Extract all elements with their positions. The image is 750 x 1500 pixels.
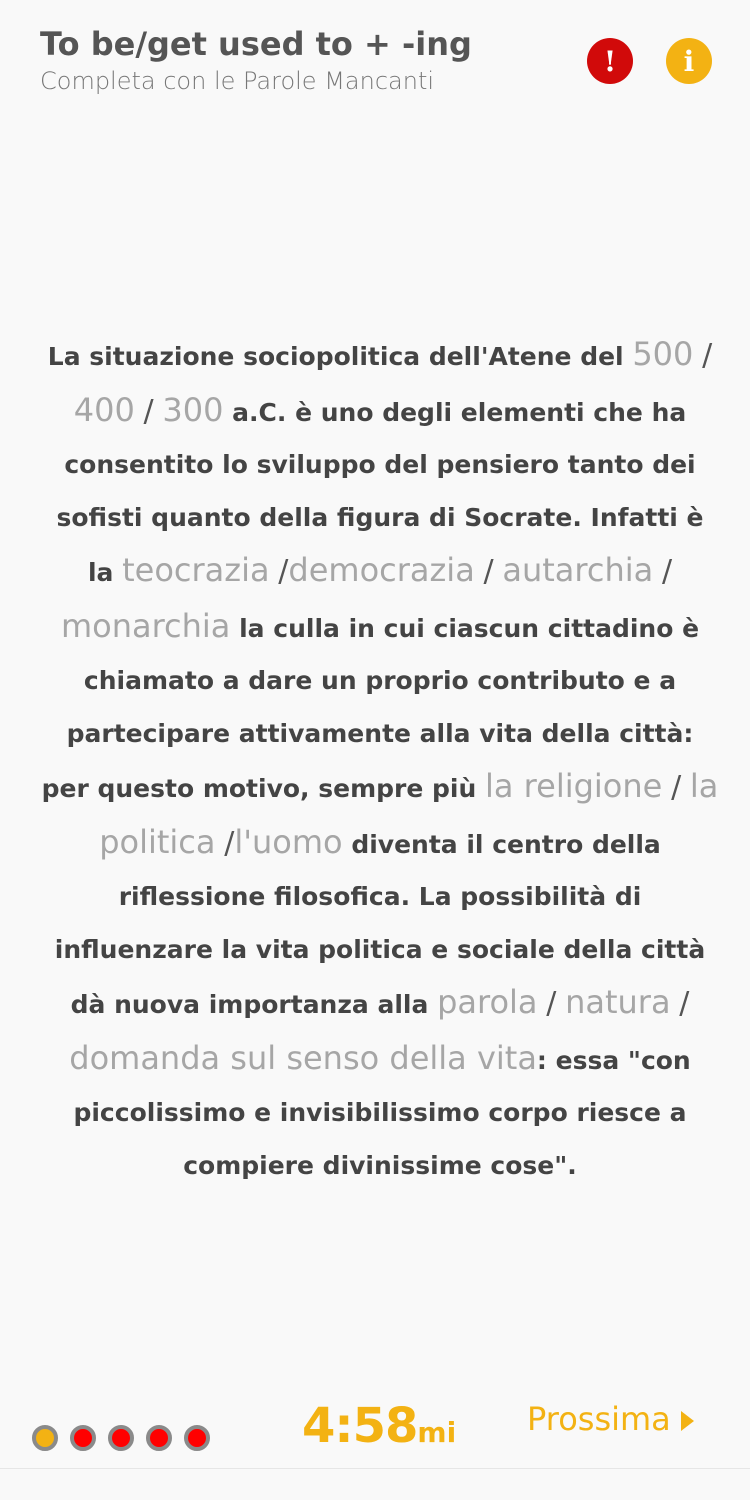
option-democrazia[interactable]: democrazia (288, 551, 475, 589)
option-autarchia[interactable]: autarchia (502, 551, 654, 589)
passage-text-3: la culla in cui ciascun cittadino è chiamato a dare un proprio contributo e a partecipare attivamente alla vita della città: per questo motivo, sempre più (41, 613, 700, 803)
play-icon (681, 1411, 694, 1431)
exclamation-icon[interactable] (587, 38, 633, 84)
option-parola[interactable]: parola (437, 983, 538, 1021)
option-separator: / (679, 986, 690, 1021)
progress-dot (184, 1425, 210, 1451)
passage-text-1: La situazione sociopolitica dell'Atene del (47, 342, 633, 371)
option-separator: / (483, 554, 494, 589)
info-icon[interactable] (666, 38, 712, 84)
progress-dot (32, 1425, 58, 1451)
option-separator: / (143, 393, 154, 429)
option-separator: / (661, 554, 673, 589)
page-title: To be/get used to + -ing (40, 25, 472, 63)
passage-text-5: : essa "con piccolissimo e invisibilissimo corpo riesce a compiere divinissime cose". (73, 1045, 691, 1180)
option-separator: / (702, 338, 713, 373)
next-button[interactable] (527, 1400, 694, 1438)
option-teocrazia[interactable]: teocrazia (122, 551, 270, 589)
option-la-religione[interactable]: la religione (485, 767, 663, 805)
progress-dots (32, 1425, 210, 1451)
page-subtitle: Completa con le Parole Mancanti (40, 67, 435, 95)
passage-text-4: diventa il centro della riflessione filosofica. La possibilità di influenzare la vita politica e sociale della città dà nuova importanza alla (54, 829, 706, 1019)
timer-value: 4:58 (302, 1398, 418, 1454)
progress-dot (146, 1425, 172, 1451)
option-separator: / (546, 986, 557, 1021)
exercise-passage (40, 328, 720, 1192)
progress-dot (70, 1425, 96, 1451)
header (40, 24, 560, 96)
progress-dot (108, 1425, 134, 1451)
option-400[interactable]: 400 (73, 390, 135, 429)
passage-text-2: a.C. è uno degli elementi che ha consentito lo sviluppo del pensiero tanto dei sofisti quanto della figura di Socrate. Infatti è la (56, 397, 704, 587)
option-separator: / (224, 825, 235, 861)
option-separator: / (671, 770, 682, 805)
exclamation-glyph: ! (603, 44, 617, 78)
option-separator: / (278, 554, 289, 589)
option-natura[interactable]: natura (565, 983, 671, 1021)
option-300[interactable]: 300 (162, 390, 224, 429)
option-domanda-sul-senso-della-vita[interactable]: domanda sul senso della vita (69, 1038, 537, 1077)
next-button-label: Prossima (527, 1400, 671, 1438)
option-la-politica[interactable]: la politica (99, 767, 719, 861)
divider (0, 1468, 750, 1469)
timer (302, 1398, 456, 1454)
option-500[interactable]: 500 (632, 335, 694, 373)
info-glyph: i (683, 44, 695, 78)
option-monarchia[interactable]: monarchia (60, 606, 231, 645)
timer-unit: mi (417, 1416, 457, 1449)
option-luomo[interactable]: l'uomo (234, 822, 343, 861)
